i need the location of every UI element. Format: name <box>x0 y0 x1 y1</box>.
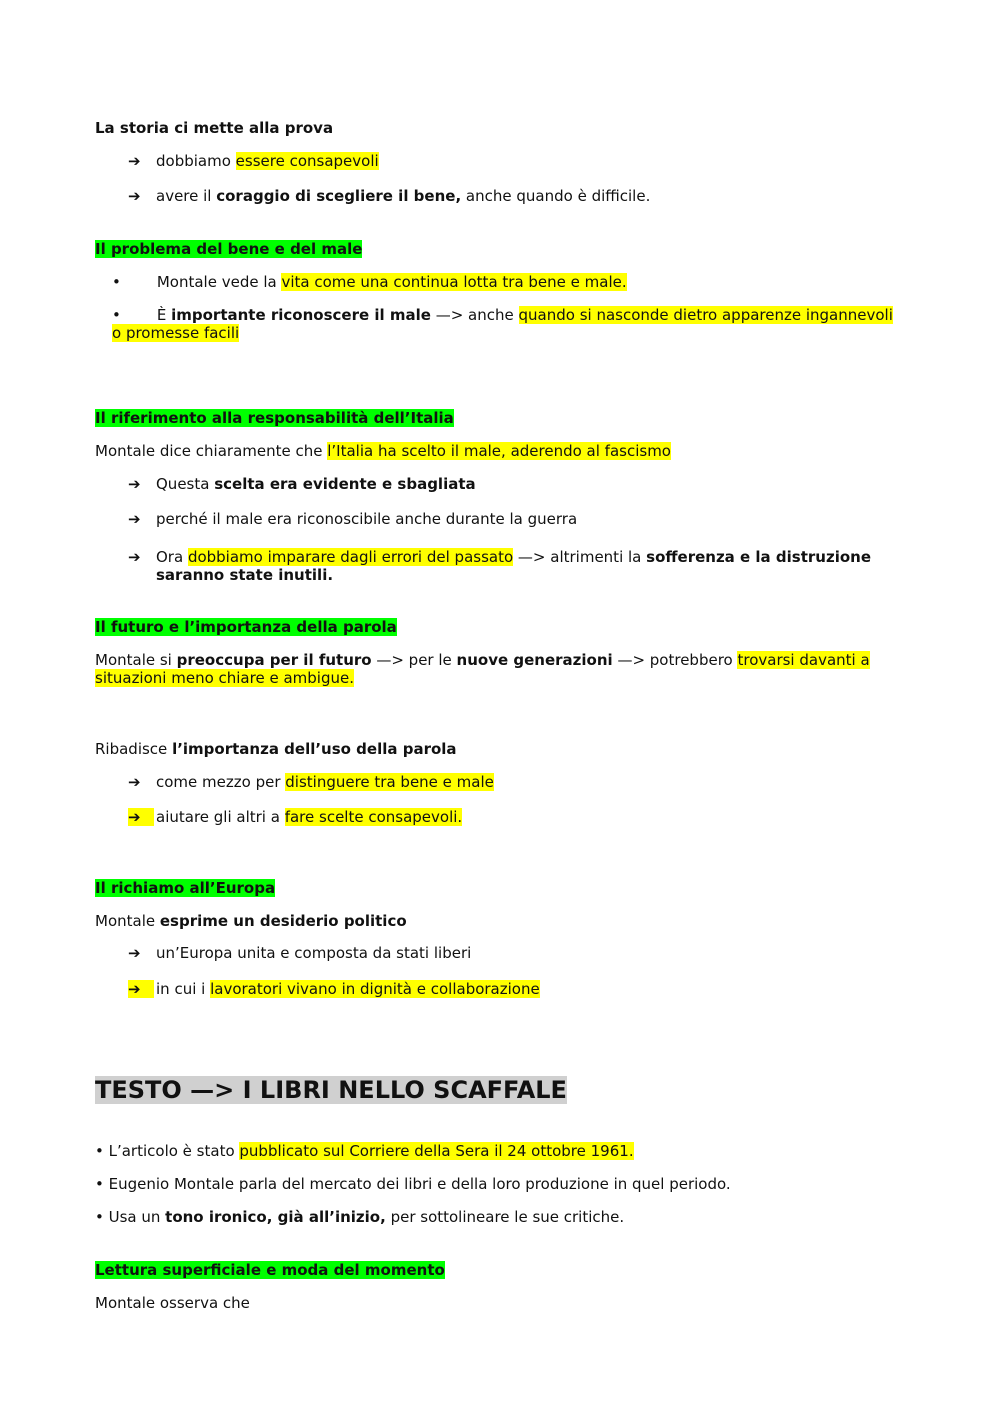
arrow-icon: ➔ <box>128 773 141 791</box>
section-heading: Il problema del bene e del male <box>95 240 363 258</box>
list-item: ➔ perché il male era riconoscibile anche durante la guerra <box>128 510 578 528</box>
list-item: ➔ Ora dobbiamo imparare dagli errori del passato —> altrimenti la sofferenza e la distruzione saranno state inutili. <box>128 548 871 584</box>
arrow-icon: ➔ <box>128 944 141 962</box>
section-heading: Lettura superficiale e moda del momento <box>95 1261 445 1279</box>
arrow-icon: ➔ <box>128 980 154 998</box>
list-item: • Usa un tono ironico, già all’inizio, per sottolineare le sue critiche. <box>95 1208 625 1226</box>
paragraph: Montale dice chiaramente che l’Italia ha scelto il male, aderendo al fascismo <box>95 442 671 460</box>
bullet-icon: • <box>112 306 121 324</box>
paragraph: Montale osserva che <box>95 1294 250 1312</box>
list-item: ➔ un’Europa unita e composta da stati liberi <box>128 944 472 962</box>
arrow-icon: ➔ <box>128 152 141 170</box>
list-item: ➔ avere il coraggio di scegliere il bene, anche quando è difficile. <box>128 187 651 205</box>
paragraph: Montale si preoccupa per il futuro —> per le nuove generazioni —> potrebbero trovarsi davanti a situazioni meno chiare e ambigue. <box>95 651 870 687</box>
list-item: ➔ in cui i lavoratori vivano in dignità e collaborazione <box>128 980 540 998</box>
section-heading: Il riferimento alla responsabilità dell’Italia <box>95 409 454 427</box>
arrow-icon: ➔ <box>128 548 141 566</box>
list-item: ➔ dobbiamo essere consapevoli <box>128 152 379 170</box>
list-item: • L’articolo è stato pubblicato sul Corriere della Sera il 24 ottobre 1961. <box>95 1142 634 1160</box>
section-heading: Il richiamo all’Europa <box>95 879 276 897</box>
arrow-icon: ➔ <box>128 187 141 205</box>
list-item: • È importante riconoscere il male —> anche quando si nasconde dietro apparenze ingannevoli o promesse facili <box>112 306 893 342</box>
arrow-icon: ➔ <box>128 808 154 826</box>
section-heading: La storia ci mette alla prova <box>95 119 334 137</box>
arrow-icon: ➔ <box>128 510 141 528</box>
list-item: ➔ Questa scelta era evidente e sbagliata <box>128 475 476 493</box>
list-item: • Montale vede la vita come una continua lotta tra bene e male. <box>112 273 627 291</box>
arrow-icon: ➔ <box>128 475 141 493</box>
section-heading: Il futuro e l’importanza della parola <box>95 618 397 636</box>
paragraph: Montale esprime un desiderio politico <box>95 912 407 930</box>
list-item: ➔ come mezzo per distinguere tra bene e male <box>128 773 494 791</box>
list-item: • Eugenio Montale parla del mercato dei libri e della loro produzione in quel periodo. <box>95 1175 731 1193</box>
bullet-icon: • <box>112 273 121 291</box>
list-item: ➔ aiutare gli altri a fare scelte consapevoli. <box>128 808 463 826</box>
paragraph: Ribadisce l’importanza dell’uso della parola <box>95 740 457 758</box>
page-title: TESTO —> I LIBRI NELLO SCAFFALE <box>95 1076 567 1104</box>
